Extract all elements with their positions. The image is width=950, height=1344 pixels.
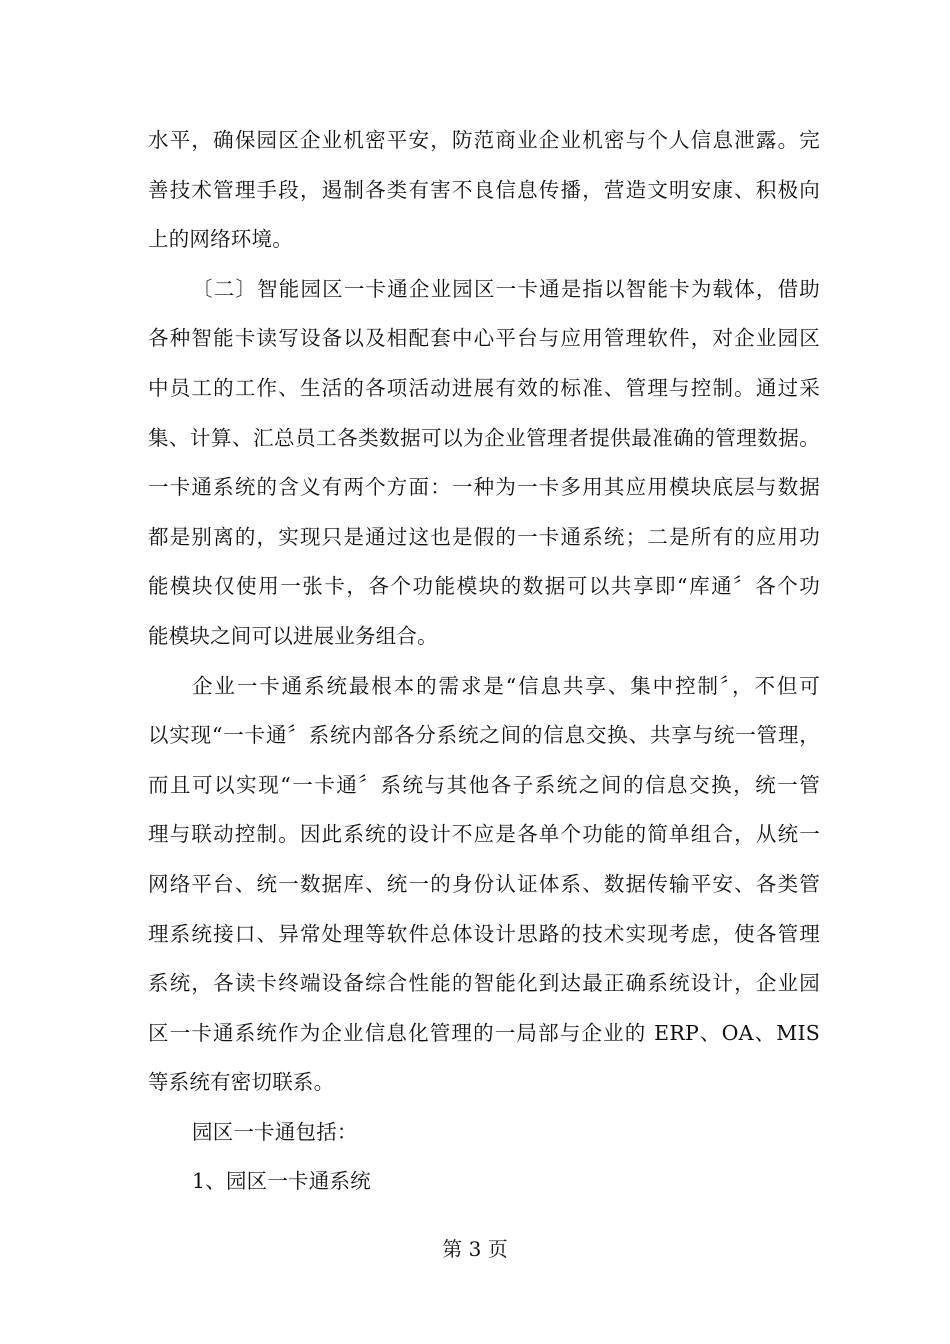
text-line: 都是别离的，实现只是通过这也是假的一卡通系统；二是所有的应用功 [148, 524, 820, 549]
text-line: 企业一卡通系统最根本的需求是“信息共享、集中控制〞，不但可 [192, 673, 820, 698]
list-item-1 [148, 1157, 820, 1207]
text-line: 1、园区一卡通系统 [192, 1169, 371, 1194]
text-line: 能模块仅使用一张卡，各个功能模块的数据可以共享即“库通〞各个功 [148, 574, 820, 599]
text-line: 区一卡通系统作为企业信息化管理的一局部与企业的 ERP、OA、MIS [148, 1020, 820, 1045]
text-line: 中员工的工作、生活的各项活动进展有效的标准、管理与控制。通过采 [148, 375, 820, 400]
text-line: 等系统有密切联系。 [148, 1070, 335, 1095]
text-line: 水平，确保园区企业机密平安，防范商业企业机密与个人信息泄露。完 [148, 128, 820, 152]
text-line: 集、计算、汇总员工各类数据可以为企业管理者提供最准确的管理数据。 [148, 425, 820, 450]
text-line: 善技术管理手段，遏制各类有害不良信息传播，营造文明安康、积极向 [148, 177, 820, 202]
text-line: 一卡通系统的含义有两个方面：一种为一卡多用其应用模块底层与数据 [148, 475, 820, 500]
text-line: 而且可以实现“一卡通〞系统与其他各子系统之间的信息交换，统一管 [148, 772, 820, 797]
text-line: 理系统接口、异常处理等软件总体设计思路的技术实现考虑，使各管理 [148, 921, 820, 946]
text-line: 上的网络环境。 [148, 227, 293, 252]
text-line: 理与联动控制。因此系统的设计不应是各单个功能的简单组合，从统一 [148, 822, 820, 847]
paragraph-smart-park-card [148, 265, 820, 662]
text-line: 以实现“一卡通〞系统内部各分系统之间的信息交换、共享与统一管理， [148, 723, 820, 748]
body-text [148, 116, 820, 1207]
text-line: 园区一卡通包括： [192, 1119, 358, 1144]
paragraph-includes [148, 1108, 820, 1158]
page-number: 第 3 页 [442, 1237, 508, 1261]
text-line: 能模块之间可以进展业务组合。 [148, 623, 438, 648]
paragraph-enterprise-card-needs [148, 662, 820, 1108]
text-line: 〔二〕智能园区一卡通企业园区一卡通是指以智能卡为载体，借助 [192, 276, 820, 301]
paragraph-security [148, 116, 820, 265]
text-line: 系统，各读卡终端设备综合性能的智能化到达最正确系统设计，企业园 [148, 971, 820, 996]
text-line: 网络平台、统一数据库、统一的身份认证体系、数据传输平安、各类管 [148, 871, 820, 896]
text-line: 各种智能卡读写设备以及相配套中心平台与应用管理软件，对企业园区 [148, 326, 820, 351]
